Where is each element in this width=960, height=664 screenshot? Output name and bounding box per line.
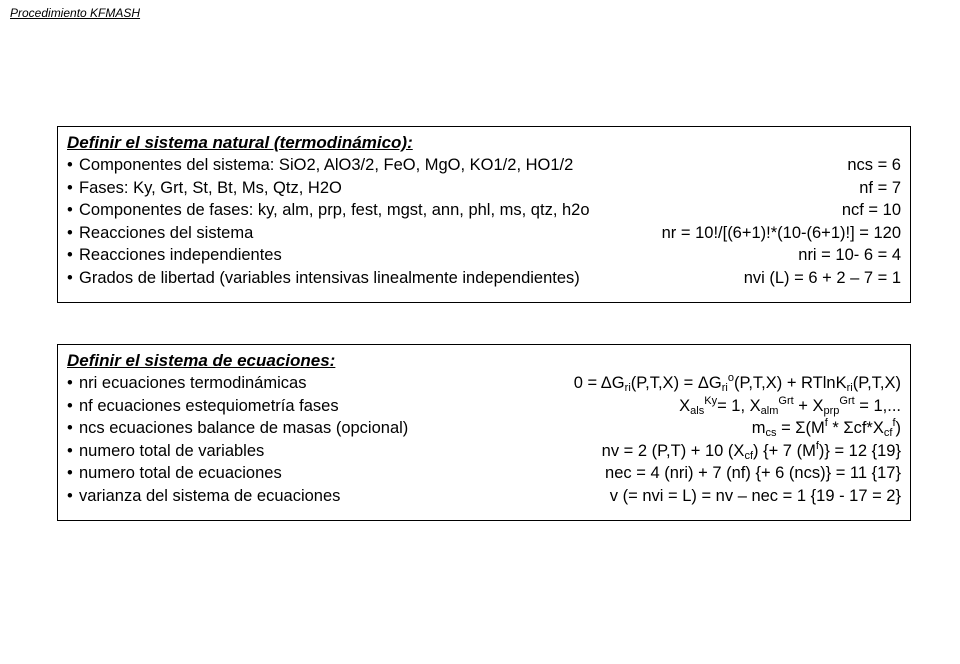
list-item <box>67 267 901 290</box>
list-item <box>67 244 901 267</box>
bullet-icon: • <box>67 464 73 482</box>
list-item <box>67 154 901 177</box>
list-item <box>67 395 901 418</box>
total-variables-equation: nv = 2 (P,T) + 10 $(X_{cf})$ {+ 7 $(M^f)\} = 12$ {19} <box>601 439 901 462</box>
row-value: nf = 7 <box>859 178 901 197</box>
row-value: nvi (L) = 6 + 2 – 7 = 1 <box>743 268 901 287</box>
list-item <box>67 372 901 395</box>
row-label: Fases: Ky, Grt, St, Bt, Ms, Qtz, H2O <box>79 178 342 197</box>
list-item <box>67 177 901 200</box>
row-label: varianza del sistema de ecuaciones <box>79 486 341 505</box>
row-label: Grados de libertad (variables intensivas linealmente independientes) <box>79 268 580 287</box>
list-item <box>67 462 901 485</box>
bullet-icon: • <box>67 486 73 505</box>
row-label: Reacciones del sistema <box>79 223 254 242</box>
row-value: v (= nvi = L) = nv – nec = 1 {19 - 17 = 2} <box>609 486 901 505</box>
row-label: numero total de ecuaciones <box>79 464 282 482</box>
row-value: nec = 4 (nri) + 7 (nf) {+ 6 (ncs)} = 11 {17} <box>605 464 901 482</box>
list-item <box>67 199 901 222</box>
row-value: nri = 10- 6 = 4 <box>798 246 901 264</box>
row-label: Componentes del sistema: SiO2, AlO3/2, FeO, MgO, KO1/2, HO1/2 <box>79 156 574 174</box>
row-value: ncs = 6 <box>847 156 901 174</box>
equations-system-box <box>57 344 911 521</box>
natural-system-heading: Definir el sistema natural (termodinámico): <box>67 133 413 152</box>
row-label: numero total de variables <box>79 441 265 460</box>
bullet-icon: • <box>67 268 73 287</box>
mass-balance-equation: $m_{cs} = \Sigma(M^f * \Sigma cf*X_{cf}^f)$ <box>751 417 901 439</box>
row-label: Componentes de fases: ky, alm, prp, fest, mgst, ann, phl, ms, qtz, h2o <box>79 201 590 219</box>
natural-system-box <box>57 126 911 303</box>
bullet-icon: • <box>67 223 73 242</box>
list-item <box>67 222 901 245</box>
equations-system-heading: Definir el sistema de ecuaciones: <box>67 351 336 370</box>
bullet-icon: • <box>67 441 73 460</box>
row-label: Reacciones independientes <box>79 246 282 264</box>
stoichiometry-equation: $X_{als}^{Ky}= 1$, $X_{alm}^{Grt} + X_{prp}^{Grt} = 1$,... <box>679 394 901 417</box>
bullet-icon: • <box>67 374 73 392</box>
row-label: nf ecuaciones estequiometría fases <box>79 396 339 415</box>
bullet-icon: • <box>67 419 73 437</box>
row-value: nr = 10!/[(6+1)!*(10-(6+1)!] = 120 <box>661 223 901 242</box>
row-label: ncs ecuaciones balance de masas (opcional) <box>79 419 409 437</box>
list-item <box>67 417 901 440</box>
list-item <box>67 440 901 463</box>
bullet-icon: • <box>67 201 73 219</box>
bullet-icon: • <box>67 156 73 174</box>
thermo-equation: $0 = \Delta G_{ri}(P,T,X) = \Delta G_{ri}^o(P,T,X) + RTlnK_{ri}(P,T,X)$ <box>573 372 901 394</box>
row-label: nri ecuaciones termodinámicas <box>79 374 307 392</box>
row-value: ncf = 10 <box>841 201 901 219</box>
bullet-icon: • <box>67 246 73 264</box>
list-item <box>67 485 901 508</box>
bullet-icon: • <box>67 178 73 197</box>
bullet-icon: • <box>67 396 73 415</box>
page-header-title: Procedimiento KFMASH <box>10 6 141 20</box>
